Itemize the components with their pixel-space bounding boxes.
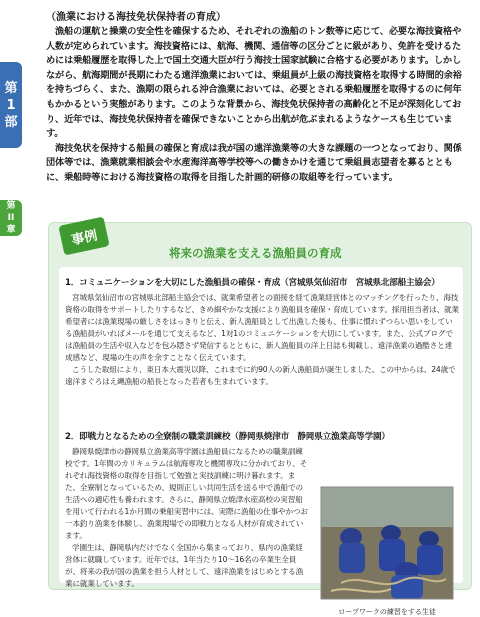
part-tab-label-1: 第: [4, 80, 18, 96]
case-section-1: [65, 277, 459, 388]
case-section-2: [65, 431, 459, 616]
rope-work-photo: [321, 487, 453, 599]
case-section-1-heading: 1．コミュニケーションを大切にした漁船員の確保・育成（宮城県気仙沼市 宮城県北部船主協会）: [65, 278, 440, 288]
case-section-1-paragraph-2: こうした取組により、東日本大震災以降、これまでに約90人の新人漁船員が誕生しました。この中からは、24歳で遠洋まぐろはえ縄漁船の船長となった若者も生まれています。: [65, 365, 456, 386]
chapter-tab-label-1: 第: [6, 201, 16, 211]
case-title: 将来の漁業を支える漁船員の育成: [169, 246, 342, 260]
case-study-box: [48, 222, 472, 616]
chapter-tab: [0, 200, 22, 236]
main-text: [46, 8, 466, 186]
chapter-tab-label-3: 章: [6, 225, 16, 235]
case-inner-panel: [59, 267, 463, 616]
photo-container: [321, 487, 453, 617]
part-tab-label-2: 1: [6, 97, 16, 113]
case-badge: 事例: [58, 217, 109, 256]
body-paragraph-2: 海技免状を保持する船員の確保と育成は我が国の遠洋漁業等の大きな課題の一つとなっており、関係団体等では、漁業就業相談会や水産海洋高等学校等への働きかけを通じて乗組員志望者を募るとともに、乗船時等における海技資格の取得を目指した計画的研修の取組等を行っています。: [46, 142, 462, 183]
case-section-2-heading: 2．即戦力となるための全寮制の職業訓練校（静岡県焼津市 静岡県立漁業高等学園）: [65, 432, 390, 442]
photo-caption: ロープワークの練習をする生徒: [338, 608, 436, 616]
body-paragraph-1: 漁船の運航と操業の安全性を確保するため、それぞれの漁船のトン数等に応じて、必要な海技資格や人数が定められています。海技資格には、航海、機関、通信等の区分ごとに級があり、免許を受けるためには乗船履歴を取得した上で国土交通大臣が行う海技士国家試験に合格する必要があります。しかしながら、航海期間が長期にわたる遠洋漁業においては、乗組員が上級の海技資格を取得する時間的余裕を持ちづらく、また、漁期の限られる沖合漁業においては、必要とされる乗船履歴を取得するのに何年もかかるという実態があります。このような背景から、海技免状保持者の高齢化と不足が深刻化しており、近年では、海技免状保持者を確保できないことから出航が危ぶまれるようなケースも生じています。: [46, 26, 462, 140]
case-section-2-paragraph-1: 静岡県焼津市の静岡県立漁業高等学園は漁船員になるための職業訓練校です。1年間のカリキュラムは航海専攻と機関専攻に分かれており、それぞれ海技資格の取得を目指して勉強と実技訓練に明け暮れます。また、全寮制となっているため、規則正しい共同生活を送る中で漁船での生活への適応性も養われます。さらに、静岡県立焼津水産高校の実習船を用いて行われる1か月間の乗船実習中には、実際に漁船の仕事やかつお一本釣り漁業を体験し、漁業現場での即戦力となる人材が育成されています。: [65, 447, 308, 540]
case-section-2-paragraph-2: 学園生は、静岡県内だけでなく全国から集まっており、県内の漁業経営体に就職しています。近年では、1年当たり10〜16名の卒業生全員が、将来の我が国の漁業を担う人材として、遠洋漁業をはじめとする漁業に就業しています。: [65, 543, 304, 588]
case-section-1-paragraph-1: 宮城県気仙沼市の宮城県北部船主協会では、就業希望者との面接を経て漁業経営体とのマッチングを行ったり、海技資格の取得をサポートしたりするなど、きめ細やかな支援により漁船員を確保・育成しています。採用担当者は、就業希望者には漁業現場の厳しさをはっきりと伝え、新人漁船員として出漁した後も、仕事に慣れずつらい思いをしている漁船員がいればメールを通じて支えるなど、1対1のコミュニケーションを大切にしています。また、公式ブログでは漁船員の生活や収入などを包み隠さず発信するとともに、新人漁船員の洋上日誌も掲載し、遠洋漁業の過酷さと達成感など、現場の生の声を余すことなく伝えています。: [65, 293, 459, 362]
chapter-tab-label-2: II: [7, 213, 15, 223]
part-tab-label-3: 部: [4, 114, 18, 130]
part-tab: [0, 62, 22, 148]
section-heading: （漁業における海技免状保持者の育成）: [46, 12, 226, 23]
